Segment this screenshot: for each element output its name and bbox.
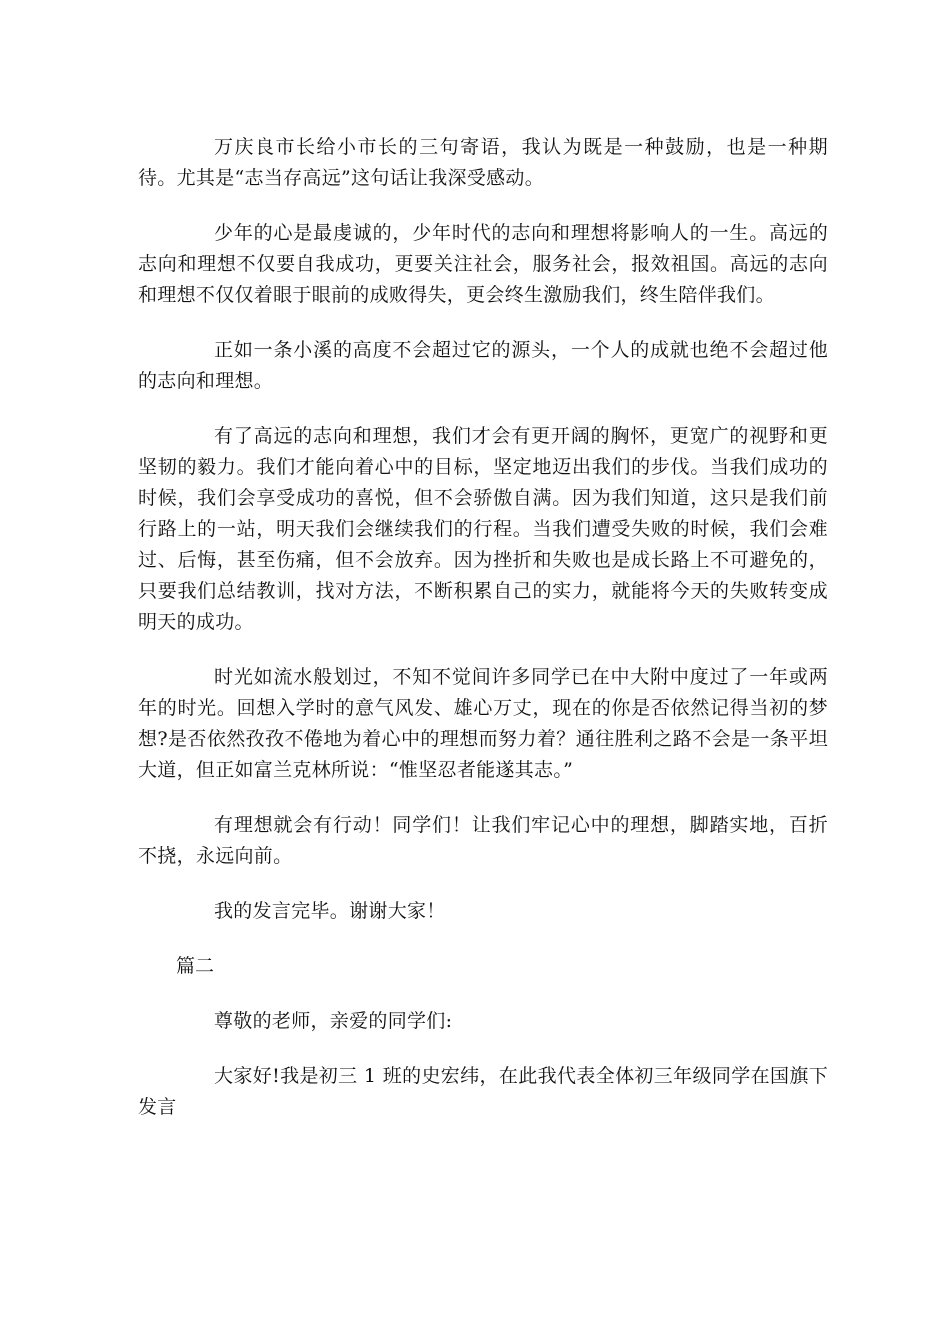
paragraph-stream-source: 正如一条小溪的高度不会超过它的源头，一个人的成就也绝不会超过他的志向和理想。 bbox=[138, 339, 828, 392]
paragraph-intro: 大家好!我是初三 1 班的史宏纬，在此我代表全体初三年级同学在国旗下发言 bbox=[138, 1065, 828, 1118]
paragraph-mayor-message: 万庆良市长给小市长的三句寄语，我认为既是一种鼓励，也是一种期待。尤其是“志当存高远”这句话让我深受感动。 bbox=[138, 136, 828, 189]
paragraph-time-passes: 时光如流水般划过，不知不觉间许多同学已在中大附中度过了一年或两年的时光。回想入学时的意气风发、雄心万丈，现在的你是否依然记得当初的梦想?是否依然孜孜不倦地为着心中的理想而努力着？通往胜利之路不会是一条平坦大道，但正如富兰克林所说：“惟坚忍者能遂其志。” bbox=[138, 666, 828, 781]
paragraph-call-to-action: 有理想就会有行动！同学们！让我们牢记心中的理想，脚踏实地，百折不挠，永远向前。 bbox=[138, 814, 828, 867]
paragraph-youth-ambition: 少年的心是最虔诚的，少年时代的志向和理想将影响人的一生。高远的志向和理想不仅要自我成功，更要关注社会，服务社会，报效祖国。高远的志向和理想不仅仅着眼于眼前的成败得失，更会终生激励我们，终生陪伴我们。 bbox=[138, 222, 828, 306]
document-page bbox=[138, 132, 828, 1147]
paragraph-closing: 我的发言完毕。谢谢大家！ bbox=[214, 900, 446, 922]
greeting: 尊敬的老师，亲爱的同学们: bbox=[214, 1010, 453, 1032]
paragraph-success-failure: 有了高远的志向和理想，我们才会有更开阔的胸怀，更宽广的视野和更坚韧的毅力。我们才能向着心中的目标，坚定地迈出我们的步伐。当我们成功的时候，我们会享受成功的喜悦，但不会骄傲自满。因为我们知道，这只是我们前行路上的一站，明天我们会继续我们的行程。当我们遭受失败的时候，我们会难过、后悔，甚至伤痛，但不会放弃。因为挫折和失败也是成长路上不可避免的，只要我们总结教训，找对方法，不断积累自己的实力，就能将今天的失败转变成明天的成功。 bbox=[138, 425, 828, 633]
section-heading: 篇二 bbox=[176, 955, 215, 977]
